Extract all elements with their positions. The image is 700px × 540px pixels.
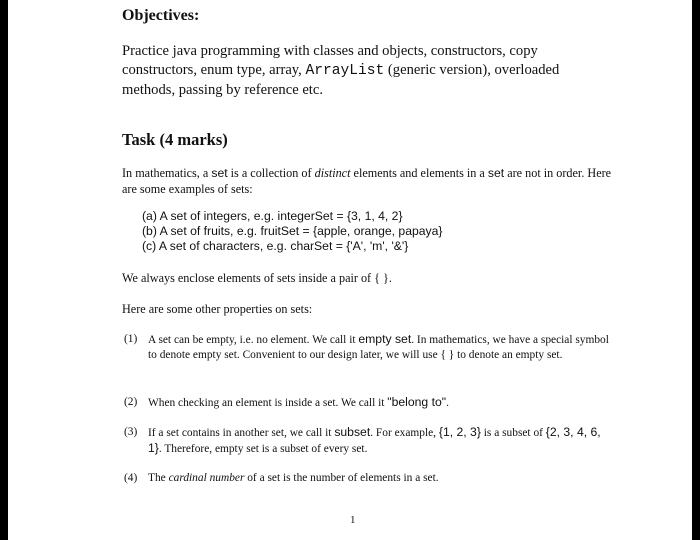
intro-text-2: is a collection of bbox=[227, 166, 315, 180]
property-4-text-b: of a set is the number of elements in a set. bbox=[244, 472, 439, 484]
page-number: 1 bbox=[350, 514, 356, 526]
intro-text-3: elements and elements in a bbox=[350, 166, 488, 180]
property-1-number: (1) bbox=[124, 333, 138, 345]
property-2-number: (2) bbox=[124, 396, 138, 408]
objectives-text-1: Practice java programming with classes and objects, constructors, copy constructors, enum type, array, bbox=[122, 43, 538, 78]
property-subset bbox=[124, 425, 610, 457]
property-1-text-b: . In mathematics, we have a special symbol to denote empty set. Convenient to our design later, we will use { } to denote an empty set. bbox=[148, 334, 609, 361]
distinct-emphasis: distinct bbox=[314, 166, 351, 180]
properties-intro: Here are some other properties on sets: bbox=[122, 302, 313, 316]
task-heading: Task (4 marks) bbox=[122, 130, 228, 149]
property-2-text-a: When checking an element is inside a set. We call it bbox=[148, 397, 388, 409]
property-3-text bbox=[124, 425, 610, 457]
set-examples-list bbox=[142, 209, 443, 254]
document-page bbox=[8, 0, 692, 540]
property-4-number: (4) bbox=[124, 472, 138, 484]
example-b-code: fruitSet = {apple, orange, papaya} bbox=[260, 224, 443, 238]
property-3-text-b: . For example, bbox=[370, 427, 439, 439]
cardinal-number-emphasis: cardinal number bbox=[168, 472, 245, 484]
example-fruit-set bbox=[142, 224, 443, 239]
objectives-text-2: (generic version), overloaded methods, passing by reference etc. bbox=[122, 62, 560, 98]
intro-text-4: are not in order. Here are some examples of sets: bbox=[122, 166, 612, 196]
example-char-set bbox=[142, 239, 443, 254]
subset-example-1: {1, 2, 3} bbox=[438, 425, 481, 439]
example-b-prefix: (b) A set of fruits, e.g. bbox=[142, 224, 261, 238]
property-3-text-c: is a subset of bbox=[480, 427, 546, 439]
set-keyword-2: set bbox=[487, 166, 505, 180]
objectives-paragraph bbox=[122, 42, 612, 100]
property-belong-to bbox=[124, 395, 610, 411]
set-keyword: set bbox=[211, 166, 228, 180]
property-1-text-a: A set can be empty, i.e. no element. We call it bbox=[148, 334, 359, 346]
property-3-text-d: . Therefore, empty set is a subset of every set. bbox=[158, 443, 368, 455]
property-4-text bbox=[124, 471, 610, 486]
belong-to-keyword: "belong to" bbox=[387, 395, 447, 409]
objectives-heading: Objectives: bbox=[122, 7, 200, 24]
example-a-code: integerSet = {3, 1, 4, 2} bbox=[277, 209, 403, 223]
example-c-code: charSet = {'A', 'm', '&'} bbox=[290, 239, 409, 253]
example-a-prefix: (a) A set of integers, e.g. bbox=[142, 209, 278, 223]
subset-example-2: {2, 3, 4, 6, 1} bbox=[148, 425, 601, 455]
property-3-text-a: If a set contains in another set, we call it bbox=[148, 427, 335, 439]
property-1-text bbox=[124, 332, 610, 363]
empty-set-keyword: empty set bbox=[358, 332, 412, 346]
property-empty-set bbox=[124, 332, 610, 363]
enclose-braces-sentence: We always enclose elements of sets inside a pair of { }. bbox=[122, 271, 392, 285]
subset-keyword: subset bbox=[334, 425, 371, 439]
example-integer-set bbox=[142, 209, 443, 224]
property-4-text-a: The bbox=[148, 472, 169, 484]
property-2-text bbox=[124, 395, 610, 411]
set-intro-paragraph bbox=[122, 165, 622, 197]
property-cardinal-number bbox=[124, 471, 610, 486]
intro-text-1: In mathematics, a bbox=[122, 166, 212, 180]
example-c-prefix: (c) A set of characters, e.g. bbox=[142, 239, 291, 253]
property-3-number: (3) bbox=[124, 426, 138, 438]
property-2-text-b: . bbox=[446, 397, 449, 409]
arraylist-code: ArrayList bbox=[305, 63, 385, 79]
